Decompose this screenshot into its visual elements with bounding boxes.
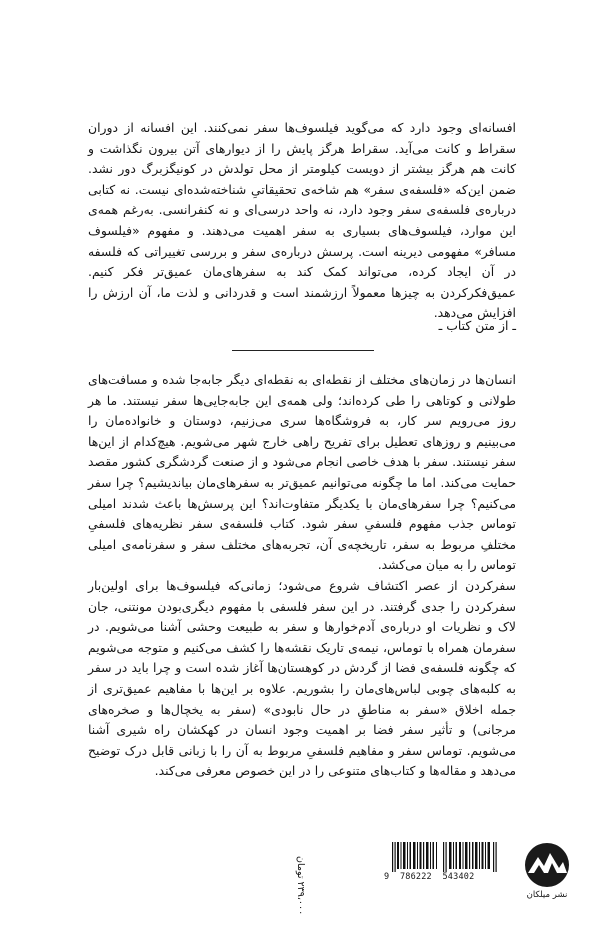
book-description — [88, 370, 516, 782]
publisher-logo — [523, 842, 571, 888]
description-paragraph-2: سفرکردن از عصر اکتشاف شروع می‌شود؛ زمانی‌که فیلسوف‌ها برای اولین‌بار سفرکردن را جدی گرفتند. در این سفر فلسفی با مفهوم دیگری‌بودن مونتنی، جان لاک و نظریات او درباره‌ی آدم‌خوارها و سفر به طبیعت وحشی آشنا می‌شویم. در سفرمان همراه با توماس، نیمه‌ی تاریک نقشه‌ها را کشف می‌کنیم و متوجه می‌شویم که چگونه فلسفه‌ی فضا از گردش در کوهستان‌ها آغاز شده است و چرا باید در سفر به کلبه‌های چوبی لباس‌های‌مان را بشوریم. علاوه بر این‌ها با مفاهیم عمیق‌تری از جمله اخلاق «سفر به مناطقِ در حال نابودی» (سفر به یخچال‌ها و صخره‌های مرجانی) و تأثیر سفر فضا بر اهمیت وجود انسان در کهکشان راه شیری آشنا می‌شویم. توماس سفر و مفاهیم فلسفیِ مربوط به آن را با زبانی قابل درک توضیح می‌دهد و مقاله‌ها و کتاب‌های متنوعی را در این خصوص معرفی می‌کند. — [88, 577, 516, 779]
section-divider — [232, 350, 374, 351]
isbn-digits: 9 786222 543402 — [384, 872, 475, 882]
excerpt-quote: افسانه‌ای وجود دارد که می‌گوید فیلسوف‌ها سفر نمی‌کنند. این افسانه از دوران سقراط و کانت می‌آید. سقراط هرگز پایش را از دیوارهای آتن بیرون نگذاشت و کانت هم هرگز بیشتر از دویست کیلومتر از محل تولدش در کونیگزبرگ دور نشد. ضمن این‌که «فلسفه‌ی سفر» هم شاخه‌ی تحقیقاتیِ شناخته‌شده‌ای نیست. نه کتابی درباره‌ی فلسفه‌ی سفر وجود دارد، نه واحد درسی‌ای و نه کنفرانسی. به‌رغم همه‌ی این موارد، فیلسوف‌های بسیاری به سفر اهمیت می‌دهند. و مفهوم «فیلسوف مسافر» مفهومی دیرینه است. پرسش درباره‌ی سفر و بررسی تغییراتی که فلسفه در آن ایجاد کرده، می‌تواند کمک کند به سفرهای‌مان عمیق‌تر فکر کنیم. عمیق‌فکرکردن به چیزها معمولاً ارزشمند است و قدردانی و لذت ما، آن ارزش را افزایش می‌دهد. — [88, 120, 516, 321]
excerpt-source: ـ از متن کتاب ـ — [438, 318, 516, 333]
price-label: ۲۳۹،۰۰۰ تومان — [295, 856, 306, 916]
publisher-name: نشر میلکان — [526, 890, 568, 900]
isbn-barcode — [384, 842, 506, 886]
barcode-bars — [384, 842, 506, 872]
description-paragraph-1: انسان‌ها در زمان‌های مختلف از نقطه‌ای به نقطه‌ای دیگر جابه‌جا شده و مسافت‌های طولانی و کوتاهی را طی کرده‌اند؛ ولی همه‌ی این جابه‌جایی‌ها سفر نیستند. ما هر روز می‌رویم سر کار، به فروشگاه‌ها سری می‌زنیم، دوستان و خانواده‌مان را می‌بینیم و روزهای تعطیل برای تفریح راهی خارج شهر می‌شویم. هیچ‌کدام از این‌ها سفر نیستند. سفر با هدف خاصی انجام می‌شود و از صنعت گردشگری کشور مقصد حمایت می‌کند. اما ما چگونه می‌توانیم عمیق‌تر به سفرهای‌مان بیاندیشیم؟ چرا سفر می‌کنیم؟ چرا سفرهای‌مان با یکدیگر متفاوت‌اند؟ این پرسش‌ها باعث شدند امیلی توماس جذب مفهوم فلسفیِ سفر شود. کتاب فلسفه‌ی سفر نظریه‌های فلسفیِ مختلفِ مربوط به سفر، تاریخچه‌ی آن، تجربه‌های مختلف سفر و سفرنامه‌ی امیلی توماس را به میان می‌کشد. — [88, 372, 516, 573]
